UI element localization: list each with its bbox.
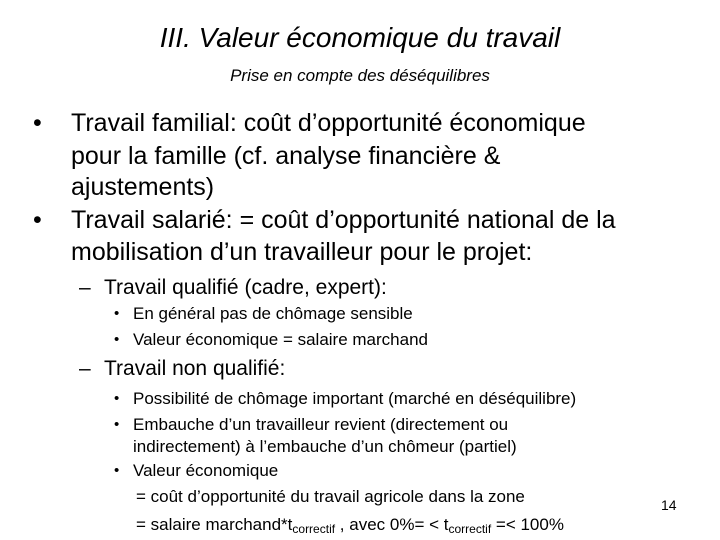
bullet-marker: •	[114, 462, 120, 479]
dash-marker: –	[79, 357, 91, 380]
formula-line-1: = coût d’opportunité du travail agricole dans la zone	[136, 487, 525, 506]
page-number: 14	[661, 497, 677, 513]
bullet-1-line-2: pour la famille (cf. analyse financière &	[71, 142, 501, 170]
formula-line-2	[136, 514, 564, 536]
formula-part-3: =< 100%	[491, 515, 564, 534]
slide-subtitle: Prise en compte des déséquilibres	[230, 66, 490, 85]
subitem-unqualified: Travail non qualifié:	[104, 357, 286, 380]
bullet-1-line-3: ajustements)	[71, 173, 215, 201]
subscript-correctif: correctif	[292, 522, 336, 536]
bullet-marker: •	[114, 305, 120, 322]
bullet-marker: •	[33, 109, 42, 137]
bullet-marker: •	[114, 390, 120, 407]
subscript-correctif: correctif	[448, 522, 492, 536]
point-unqualified-2-cont: indirectement) à l’embauche d’un chômeur (partiel)	[133, 437, 517, 456]
formula-part-1: = salaire marchand*t	[136, 515, 293, 534]
bullet-1-line-1: Travail familial: coût d’opportunité économique	[71, 109, 586, 137]
subitem-qualified: Travail qualifié (cadre, expert):	[104, 276, 387, 299]
bullet-2-line-2: mobilisation d’un travailleur pour le projet:	[71, 238, 533, 266]
slide-title: III. Valeur économique du travail	[159, 22, 561, 53]
point-unqualified-2: Embauche d’un travailleur revient (directement ou	[133, 415, 509, 434]
bullet-marker: •	[114, 416, 120, 433]
point-qualified-2: Valeur économique = salaire marchand	[133, 330, 428, 349]
bullet-marker: •	[33, 206, 42, 234]
dash-marker: –	[79, 276, 91, 299]
bullet-2-line-1: Travail salarié: = coût d’opportunité national de la	[71, 206, 616, 234]
point-qualified-1: En général pas de chômage sensible	[133, 304, 413, 323]
formula-part-2: , avec 0%= < t	[335, 515, 449, 534]
bullet-marker: •	[114, 331, 120, 348]
point-unqualified-1: Possibilité de chômage important (marché en déséquilibre)	[133, 389, 577, 408]
point-unqualified-3: Valeur économique	[133, 461, 279, 480]
